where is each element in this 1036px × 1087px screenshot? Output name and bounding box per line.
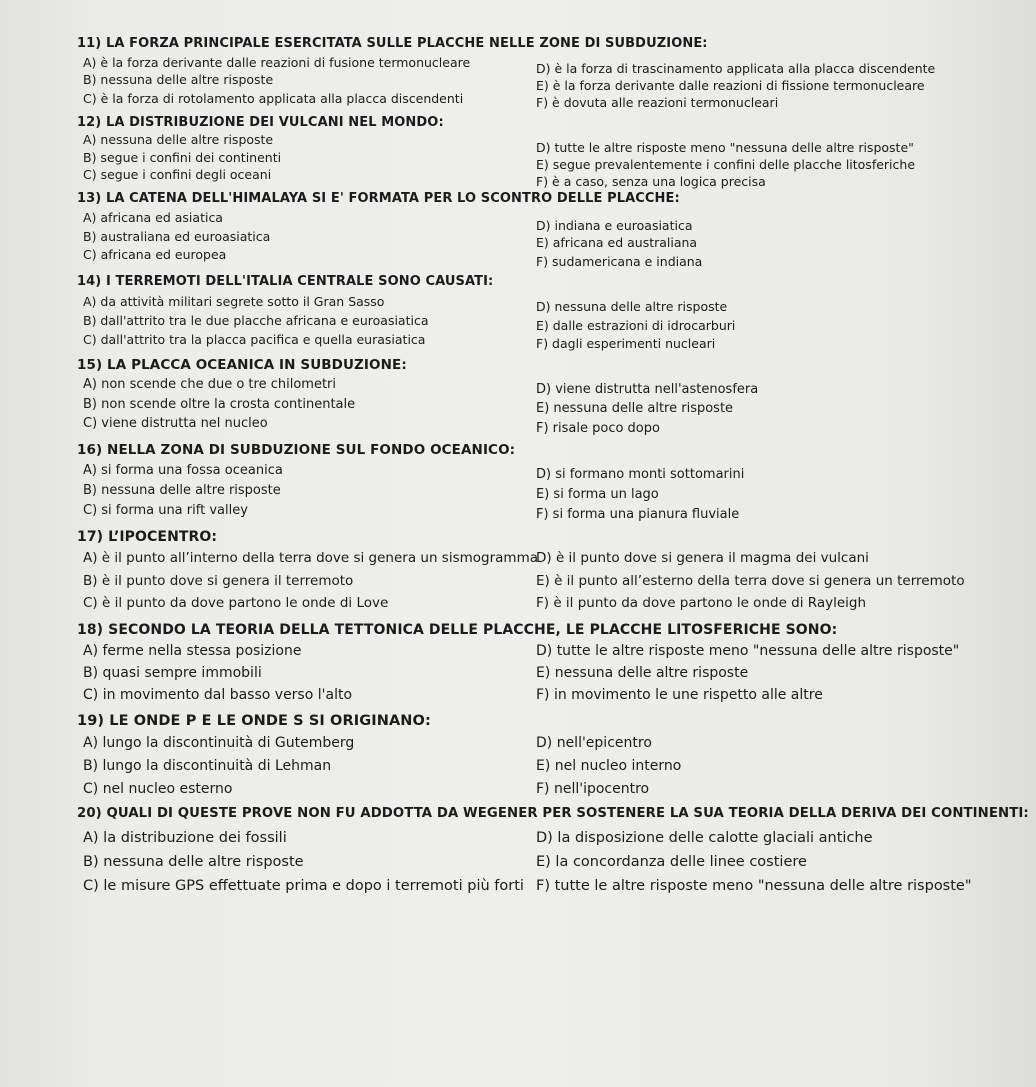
option-a: A) ferme nella stessa posizione <box>83 643 302 659</box>
option-f: F) in movimento le une rispetto alle altre <box>536 687 823 703</box>
option-b: B) segue i confini dei continenti <box>83 150 282 165</box>
question-title: 17) L’IPOCENTRO: <box>77 529 218 545</box>
question-title: 18) SECONDO LA TEORIA DELLA TETTONICA DELLE PLACCHE, LE PLACCHE LITOSFERICHE SONO: <box>77 622 838 638</box>
option-a: A) non scende che due o tre chilometri <box>83 377 336 392</box>
option-f: F) nell'ipocentro <box>536 781 650 797</box>
question-title: 14) I TERREMOTI DELL'ITALIA CENTRALE SONO CAUSATI: <box>77 274 494 289</box>
option-f: F) si forma una pianura fluviale <box>536 507 740 522</box>
question-title: 16) NELLA ZONA DI SUBDUZIONE SUL FONDO OCEANICO: <box>77 442 516 458</box>
option-e: E) nel nucleo interno <box>536 758 682 774</box>
option-c: C) africana ed europea <box>83 247 227 262</box>
option-c: C) si forma una rift valley <box>83 503 248 518</box>
option-d: D) si formano monti sottomarini <box>536 467 745 482</box>
option-f: F) sudamericana e indiana <box>536 254 703 269</box>
option-b: B) lungo la discontinuità di Lehman <box>83 758 332 774</box>
option-c: C) è il punto da dove partono le onde di Love <box>83 595 389 611</box>
option-e: E) si forma un lago <box>536 487 659 502</box>
option-b: B) nessuna delle altre risposte <box>83 854 304 870</box>
option-d: D) indiana e euroasiatica <box>536 218 693 233</box>
option-f: F) è il punto da dove partono le onde di Rayleigh <box>536 595 867 611</box>
option-c: C) dall'attrito tra la placca pacifica e quella eurasiatica <box>83 332 426 347</box>
option-d: D) la disposizione delle calotte glaciali antiche <box>536 830 873 846</box>
option-e: E) la concordanza delle linee costiere <box>536 854 807 870</box>
option-b: B) nessuna delle altre risposte <box>83 72 274 87</box>
option-f: F) dagli esperimenti nucleari <box>536 336 716 351</box>
option-d: D) tutte le altre risposte meno "nessuna delle altre risposte" <box>536 643 960 659</box>
option-d: D) nessuna delle altre risposte <box>536 299 728 314</box>
option-a: A) è il punto all’interno della terra dove si genera un sismogramma <box>83 550 539 566</box>
question-title: 20) QUALI DI QUESTE PROVE NON FU ADDOTTA DA WEGENER PER SOSTENERE LA SUA TEORIA DELLA DERIVA DEI CONTINENTI: <box>77 806 1029 821</box>
option-b: B) australiana ed euroasiatica <box>83 229 271 244</box>
option-d: D) è la forza di trascinamento applicata alla placca discendente <box>536 61 936 76</box>
option-c: C) segue i confini degli oceani <box>83 167 272 182</box>
option-a: A) lungo la discontinuità di Gutemberg <box>83 735 355 751</box>
option-e: E) dalle estrazioni di idrocarburi <box>536 318 736 333</box>
question-title: 13) LA CATENA DELL'HIMALAYA SI E' FORMATA PER LO SCONTRO DELLE PLACCHE: <box>77 191 680 206</box>
option-a: A) da attività militari segrete sotto il Gran Sasso <box>83 294 385 309</box>
option-b: B) nessuna delle altre risposte <box>83 483 281 498</box>
option-c: C) è la forza di rotolamento applicata alla placca discendenti <box>83 91 464 106</box>
option-e: E) è il punto all’esterno della terra dove si genera un terremoto <box>536 573 965 589</box>
option-b: B) dall'attrito tra le due placche africana e euroasiatica <box>83 313 429 328</box>
option-a: A) africana ed asiatica <box>83 210 223 225</box>
option-e: E) nessuna delle altre risposte <box>536 665 749 681</box>
option-e: E) è la forza derivante dalle reazioni di fissione termonucleare <box>536 78 925 93</box>
question-title: 15) LA PLACCA OCEANICA IN SUBDUZIONE: <box>77 357 407 373</box>
option-b: B) non scende oltre la crosta continentale <box>83 397 356 412</box>
option-e: E) nessuna delle altre risposte <box>536 401 734 416</box>
option-a: A) nessuna delle altre risposte <box>83 132 274 147</box>
option-c: C) viene distrutta nel nucleo <box>83 416 268 431</box>
option-f: F) è a caso, senza una logica precisa <box>536 174 766 189</box>
question-title: 12) LA DISTRIBUZIONE DEI VULCANI NEL MONDO: <box>77 115 444 130</box>
option-a: A) si forma una fossa oceanica <box>83 463 283 478</box>
option-c: C) nel nucleo esterno <box>83 781 233 797</box>
option-f: F) tutte le altre risposte meno "nessuna delle altre risposte" <box>536 878 972 894</box>
option-a: A) la distribuzione dei fossili <box>83 830 287 846</box>
option-b: B) è il punto dove si genera il terremoto <box>83 573 354 589</box>
option-f: F) è dovuta alle reazioni termonucleari <box>536 95 779 110</box>
option-d: D) viene distrutta nell'astenosfera <box>536 382 759 397</box>
option-a: A) è la forza derivante dalle reazioni di fusione termonucleare <box>83 55 471 70</box>
option-f: F) risale poco dopo <box>536 421 660 436</box>
option-b: B) quasi sempre immobili <box>83 665 262 681</box>
option-e: E) africana ed australiana <box>536 235 698 250</box>
option-e: E) segue prevalentemente i confini delle placche litosferiche <box>536 157 916 172</box>
question-title: 11) LA FORZA PRINCIPALE ESERCITATA SULLE PLACCHE NELLE ZONE DI SUBDUZIONE: <box>77 36 708 51</box>
option-d: D) è il punto dove si genera il magma dei vulcani <box>536 550 869 566</box>
option-c: C) le misure GPS effettuate prima e dopo i terremoti più forti <box>83 878 524 894</box>
question-title: 19) LE ONDE P E LE ONDE S SI ORIGINANO: <box>77 713 431 729</box>
option-c: C) in movimento dal basso verso l'alto <box>83 687 353 703</box>
option-d: D) nell'epicentro <box>536 735 652 751</box>
option-d: D) tutte le altre risposte meno "nessuna delle altre risposte" <box>536 140 914 155</box>
